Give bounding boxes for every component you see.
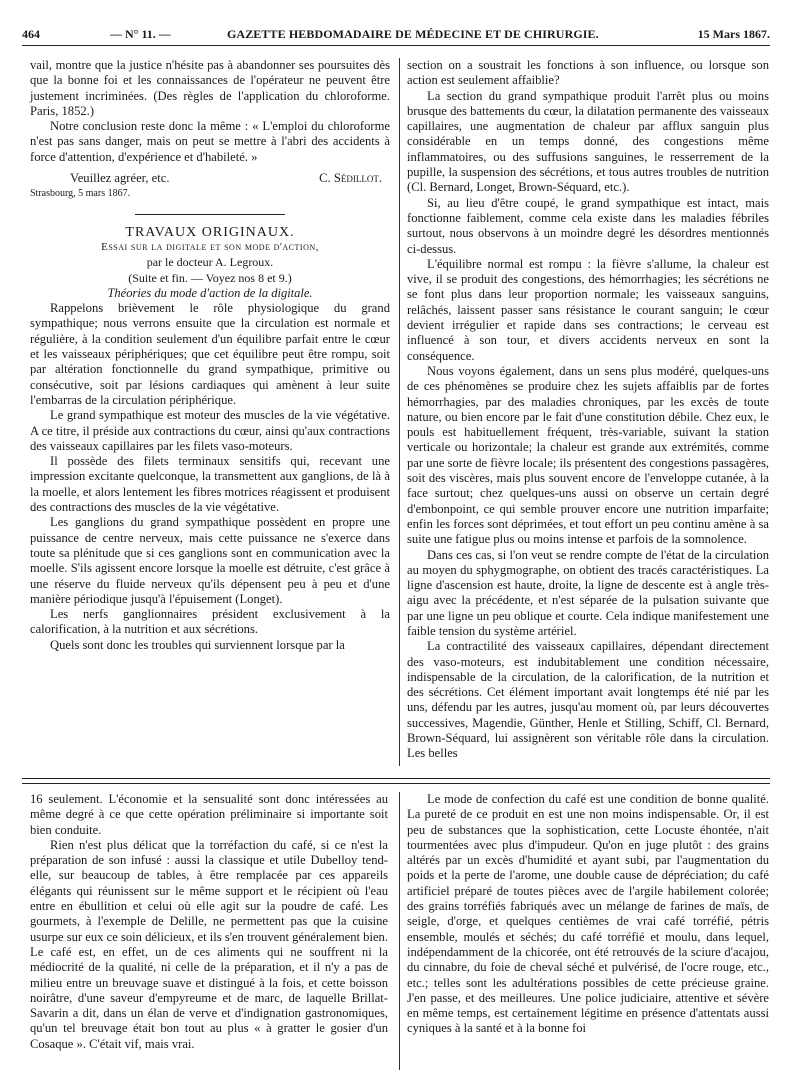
article-title: Essai sur la digitale et son mode d'action, <box>101 240 319 253</box>
signature: C. Sédillot. <box>319 171 382 186</box>
dateline: Strasbourg, 5 mars 1867. <box>30 188 131 200</box>
paragraph: Il possède des filets terminaux sensitifs qui, recevant une impression excitante quelconque, la transmettent aux ganglions, de là à la moelle, et alors lentement les fibres motrices réagissent et produisent des contractions des muscles de la vie végétative. <box>30 454 390 515</box>
column-2 <box>407 58 769 762</box>
issue-number: — N° 11. — <box>110 27 171 41</box>
paragraph: La contractilité des vaisseaux capillaires, dépendant directement des vaso-moteurs, est indubitablement une condition nécessaire, indispensable de la circulation, de la calorification, de la nutrition et des sécrétions. Cet élément important avait longtemps été nié par les uns, défendu par les autres, jusqu'au moment où, par leurs découvertes successives, Magendie, Günther, Henle et Stilling, Schiff, Cl. Bernard, Brown-Séquard, lui assignèrent son véritable rôle dans la circulation. Les belles <box>407 639 769 761</box>
feuilleton-rule <box>22 783 770 784</box>
paragraph: Les ganglions du grand sympathique possèdent en propre une puissance de centre nerveux, mais cette puissance ne s'exerce dans toute sa plénitude que si ces ganglions sont en communication avec la moelle. S'ils agissent encore lorsque la moelle est détruite, c'est grâce à une réserve du fluide nerveux qu'ils dépensent peu à peu et d'une manière périodique jusqu'à l'épuisement (Longet). <box>30 515 390 606</box>
article-author: par le docteur A. Legroux. <box>146 255 274 270</box>
signature-line <box>30 171 390 186</box>
section-title: TRAVAUX ORIGINAUX. <box>125 224 295 240</box>
column-3 <box>30 792 388 1052</box>
page-number: 464 <box>22 27 40 41</box>
paragraph: La section du grand sympathique produit l'arrêt plus ou moins brusque des battements du cœur, la dilatation permanente des vaisseaux capillaires, une augmentation de chaleur par afflux sanguin plus considérable en un temps donné, des congestions même inflammatoires, ou des suffusions sanguines, le resserrement de la pupille, la suspension des sécrétions, et tous autres troubles de nutrition (Cl. Bernard, Longet, Brown-Séquard, etc.). <box>407 88 769 195</box>
paragraph: Nous voyons également, dans un sens plus modéré, quelques-uns de ces phénomènes se produire chez les sujets affaiblis par de fortes hémorrhagies, par des maladies chroniques, par les excès de toute nature, ou bien encore par le fait d'une constitution débile. Chez eux, le pouls est habituellement fréquent, très-variable, suivant la station verticale ou horizontale; la chaleur est grande aux extrémités, comme par une sorte de fièvre locale; ils présentent des congestions passagères, soit des viscères, mais plus souvent encore de l'enveloppe cutanée, à la face surtout; chez quelques-uns aussi on observe un certain degré d'embonpoint, ce qui semble prouver encore une nutrition imparfaite; enfin les forces sont déprimées, et tout effort un peu continu amène à sa suite une fatigue plus ou moins intense et parfois de la somnolence. <box>407 363 769 547</box>
header-rule <box>22 45 770 46</box>
continuation-note: (Suite et fin. — Voyez nos 8 et 9.) <box>128 270 292 285</box>
paragraph: Si, au lieu d'être coupé, le grand sympathique est intact, mais fonctionne faiblement, comme cela existe dans les maladies fébriles surtout, nous observons à un moindre degré les désordres mentionnés ci-dessus. <box>407 195 769 256</box>
paragraph: Le mode de confection du café est une condition de bonne qualité. La pureté de ce produit en est une non moins indispensable. Or, il est peu de substances que la sophistication, cette Locuste éhontée, n'ait tourmentées avec plus d'impudeur. Qu'on en juge plutôt : des grains altérés par un excès d'humidité et ayant subi, par l'augmentation du poids et la perte de l'arome, une double cause de dépréciation; du café artificiel préparé de toutes pièces avec de l'argile habilement colorée; des grains torréfiés fabriqués avec un mélange de farines de maïs, de seigle, d'orge, et quelques centièmes de vrai café torréfié, pétris ensemble, moulés et séchés; du café torréfié et moulu, dans lequel, indépendamment de la chicorée, ont été retrouvés de la sciure d'acajou, du cinnabre, du foie de cheval séché et pulvérisé, de l'ocre rouge, etc., etc.; telles sont les adultérations possibles de cette précieuse graine. J'en passe, et des meilleures. Une police judiciaire, attentive et sévère en même temps, est certainement légitime en présence d'attentats aussi cyniques à la santé et à la bonne foi <box>407 792 769 1036</box>
paragraph: Notre conclusion reste donc la même : « L'emploi du chloroforme n'est pas sans danger, mais on peut se mettre à l'abri des accidents à force d'attention, d'expérience et d'habileté. » <box>30 119 390 164</box>
journal-title: GAZETTE HEBDOMADAIRE DE MÉDECINE ET DE CHIRURGIE. <box>227 27 599 41</box>
paragraph: vail, montre que la justice n'hésite pas à abandonner ses poursuites dès que la bonne foi et les connaissances de l'opérateur ne peuvent être justement incriminées. (Des règles de l'application du chloroforme. Paris, 1852.) <box>30 58 390 118</box>
article-subtitle: Théories du mode d'action de la digitale. <box>107 285 313 300</box>
section-divider <box>135 214 285 215</box>
column-divider-top <box>399 58 400 766</box>
paragraph: L'équilibre normal est rompu : la fièvre s'allume, la chaleur est vive, il se produit des congestions, des hémorrhagies; les sécrétions ne se font plus dans leur proportion normale; les vaisseaux sanguins, relâchés, laissent passer sans résistance le courant sanguin; le cœur devient irrégulier et rapide dans ses contractions; le cerveau est influencé à son tour, et divers accidents nerveux en sont la conséquence. <box>407 256 769 363</box>
column-1 <box>30 58 390 653</box>
paragraph: Rappelons brièvement le rôle physiologique du grand sympathique; nous verrons ensuite que la circulation est normale et régulière, à la condition seulement d'un équilibre parfait entre le cœur et les vaisseaux périphériques; que cet équilibre peut être rompu, soit par altération fonctionnelle du grand sympathique, primitive ou consécutive, soit par lésions cardiaques qui amènent à leur suite l'embarras de la circulation périphérique. <box>30 301 390 407</box>
paragraph: Les nerfs ganglionnaires président exclusivement à la calorification, à la nutrition et aux sécrétions. <box>30 607 390 637</box>
feuilleton-rule <box>22 778 770 779</box>
column-divider-bottom <box>399 792 400 1070</box>
paragraph: Le grand sympathique est moteur des muscles de la vie végétative. A ce titre, il préside aux contractions du cœur, ainsi qu'aux contractions des vaisseaux capillaires par les filets vaso-moteurs. <box>30 408 390 453</box>
paragraph: Dans ces cas, si l'on veut se rendre compte de l'état de la circulation au moyen du sphygmographe, on obtient des tracés caractéristiques. La ligne d'ascension est haute, droite, la ligne de descente est à angle très-aigu avec la précédente, et n'est séparée de la pulsation suivante que par une ligne un peu oblique et courte. Cela indique manifestement une faible tension du système artériel. <box>407 547 769 638</box>
paragraph: Rien n'est plus délicat que la torréfaction du café, si ce n'est la préparation de son infusé : aussi la classique et utile Dubelloy tend-elle, sur beaucoup de tables, à être remplacée par ces appareils élégants qui réunissent sur le même support et le récipient où l'eau entre en ébullition et celui où elle agit sur la poudre de café. Les gourmets, à l'exemple de Delille, ne permettent pas que la cuisine usurpe sur eux ce soin délicieux, et ils s'en trouvent généralement bien. Le café est, en effet, un de ces aliments qui ne souffrent ni la médiocrité de la qualité, ni celle de la préparation, et il n'y a pas de milieu entre un breuvage suave et distingué à la fois, et cette boisson noirâtre, d'une saveur d'empyreume et de marc, de laquelle Brillat-Savarin a dit, dans un élan de verve et d'indignation gastronomiques, qu'un tel breuvage était bon tout au plus « à gratter le gosier d'un Cosaque ». C'était vif, mais vrai. <box>30 837 388 1051</box>
column-4 <box>407 792 769 1037</box>
issue-date: 15 Mars 1867. <box>697 27 770 41</box>
paragraph: section on a soustrait les fonctions à son influence, ou lorsque son action est seulement affaiblie? <box>407 58 769 88</box>
closing: Veuillez agréer, etc. <box>70 171 170 186</box>
paragraph: 16 seulement. L'économie et la sensualité sont donc intéressées au même degré à ce que cette opération préliminaire si importante soit bien conduite. <box>30 792 388 837</box>
paragraph: Quels sont donc les troubles qui surviennent lorsque par la <box>50 637 345 652</box>
